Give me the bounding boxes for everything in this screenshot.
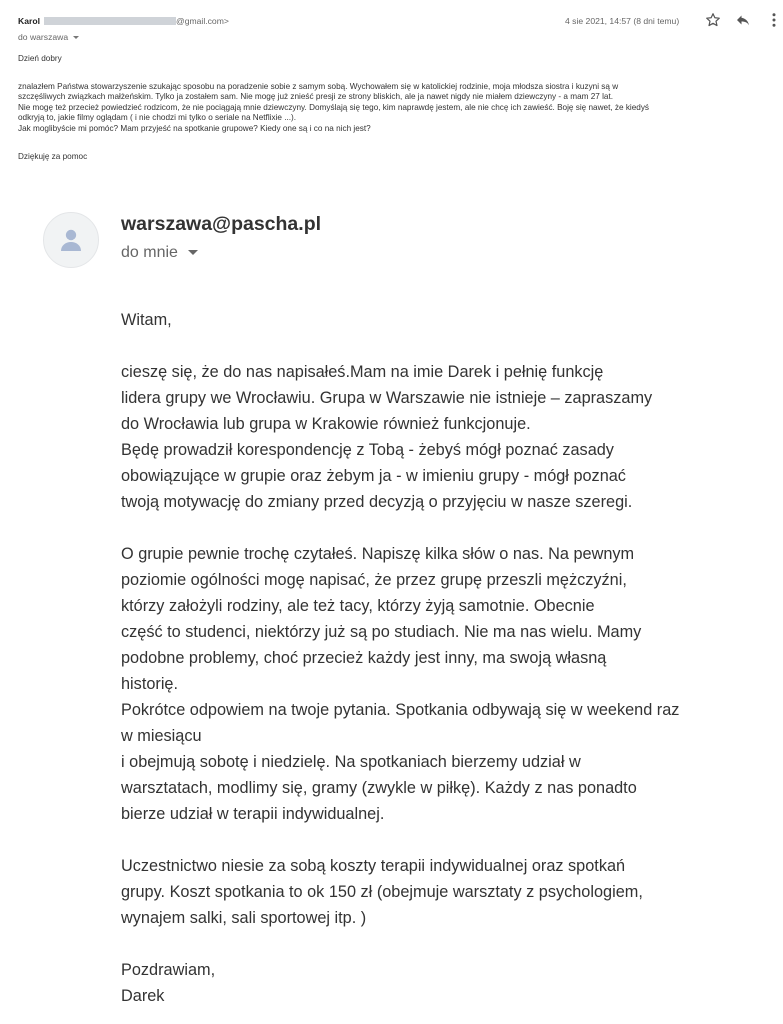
sender[interactable] — [18, 16, 229, 26]
reply-greeting: Witam, — [121, 311, 172, 329]
text-line: Nie mogę też przecież powiedzieć rodzicom, że nie pociągają mnie dziewczyny. Domyślają się tego, kim naprawdę jestem, ale nie chcę ich zawieść. Boję się nawet, że kiedyś — [18, 102, 650, 112]
message-body — [18, 54, 758, 162]
message-header — [16, 0, 776, 42]
text-line: i obejmują sobotę i niedzielę. Na spotkaniach bierzemy udział w — [121, 753, 581, 771]
more-options-icon[interactable] — [765, 11, 783, 29]
text-line: Będę prowadził korespondencję z Tobą - żebyś mógł poznać zasady — [121, 441, 614, 459]
text-line: bierze udział w terapii indywidualnej. — [121, 805, 385, 823]
text-line: poziomie ogólności mogę napisać, że przez grupę przeszli mężczyźni, — [121, 571, 627, 589]
text-line: w miesiącu — [121, 727, 202, 745]
avatar[interactable] — [43, 212, 99, 268]
greeting: Dzień dobry — [18, 54, 62, 63]
reply-paragraph-1 — [121, 359, 761, 515]
text-line: obowiązujące w grupie oraz żebym ja - w imieniu grupy - mógł poznać — [121, 467, 626, 485]
thanks: Dziękuję za pomoc — [18, 151, 88, 161]
person-icon — [60, 228, 82, 252]
reply-recipient-toggle[interactable] — [121, 244, 198, 262]
text-line: warsztatach, modlimy się, gramy (zwykle w piłkę). Każdy z nas ponadto — [121, 779, 637, 797]
text-line: Pokrótce odpowiem na twoje pytania. Spotkania odbywają się w weekend raz — [121, 701, 680, 719]
sender-name: Karol — [18, 16, 40, 26]
recipient-label: do warszawa — [18, 32, 69, 42]
chevron-down-icon — [73, 36, 79, 39]
text-line: O grupie pewnie trochę czytałeś. Napiszę kilka słów o nas. Na pewnym — [121, 545, 635, 563]
reply-recipient-label: do mnie — [121, 244, 178, 261]
recipient-toggle[interactable] — [18, 32, 79, 42]
text-line: twoją motywację do zmiany przed decyzją o przyjęciu w nasze szeregi. — [121, 493, 633, 511]
text-line: grupy. Koszt spotkania to ok 150 zł (obejmuje warsztaty z psychologiem, — [121, 883, 643, 901]
reply-paragraph-3 — [121, 853, 761, 931]
star-icon[interactable] — [704, 11, 722, 29]
reply-closing: Pozdrawiam, — [121, 961, 216, 979]
text-line: do Wrocławia lub grupa w Krakowie również funkcjonuje. — [121, 415, 531, 433]
text-line: cieszę się, że do nas napisałeś.Mam na imie Darek i pełnię funkcję — [121, 363, 604, 381]
text-line: historię. — [121, 675, 179, 693]
reply-paragraph-2 — [121, 541, 761, 827]
reply-sender-address[interactable]: warszawa@pascha.pl — [121, 213, 322, 235]
text-line: Uczestnictwo niesie za sobą koszty terapii indywidualnej oraz spotkań — [121, 857, 626, 875]
text-line: znalazłem Państwa stowarzyszenie szukając sposobu na poradzenie sobie z samym sobą. Wychowałem się w katolickiej rodzinie, moja młodsza siostra i kuzyni są w — [18, 81, 619, 91]
chevron-down-icon — [188, 250, 198, 255]
sender-email-suffix: @gmail.com> — [175, 16, 229, 26]
reply-body — [121, 307, 761, 1009]
text-line: lidera grupy we Wrocławiu. Grupa w Warszawie nie istnieje – zapraszamy — [121, 389, 653, 407]
text-line: podobne problemy, choć przecież każdy jest inny, ma swoją własną — [121, 649, 607, 667]
text-line: Jak moglibyście mi pomóc? Mam przyjeść na spotkanie grupowe? Kiedy one są i co na nich jest? — [18, 123, 371, 133]
text-line: część to studenci, niektórzy już są po studiach. Nie ma nas wielu. Mamy — [121, 623, 642, 641]
original-message — [16, 0, 776, 161]
message-date: 4 sie 2021, 14:57 (8 dni temu) — [565, 16, 680, 26]
reply-signature: Darek — [121, 987, 165, 1005]
text-line: którzy założyli rodziny, ale też tacy, którzy żyją samotnie. Obecnie — [121, 597, 595, 615]
reply-icon[interactable] — [734, 11, 752, 29]
text-line: wynajem salki, sali sportowej itp. ) — [121, 909, 367, 927]
text-line: odkryją to, jakie filmy oglądam ( i nie chodzi mi tylko o seriale na Netflixie ...). — [18, 113, 297, 123]
redacted-email — [44, 17, 176, 25]
message-paragraph — [18, 82, 758, 135]
text-line: szczęśliwych związkach małżeńskim. Tylko ja zostałem sam. Nie mogę już znieść presji ze strony bliskich, ale ja nawet nigdy nie miałem dziewczyny - a mam 27 lat. — [18, 92, 614, 102]
